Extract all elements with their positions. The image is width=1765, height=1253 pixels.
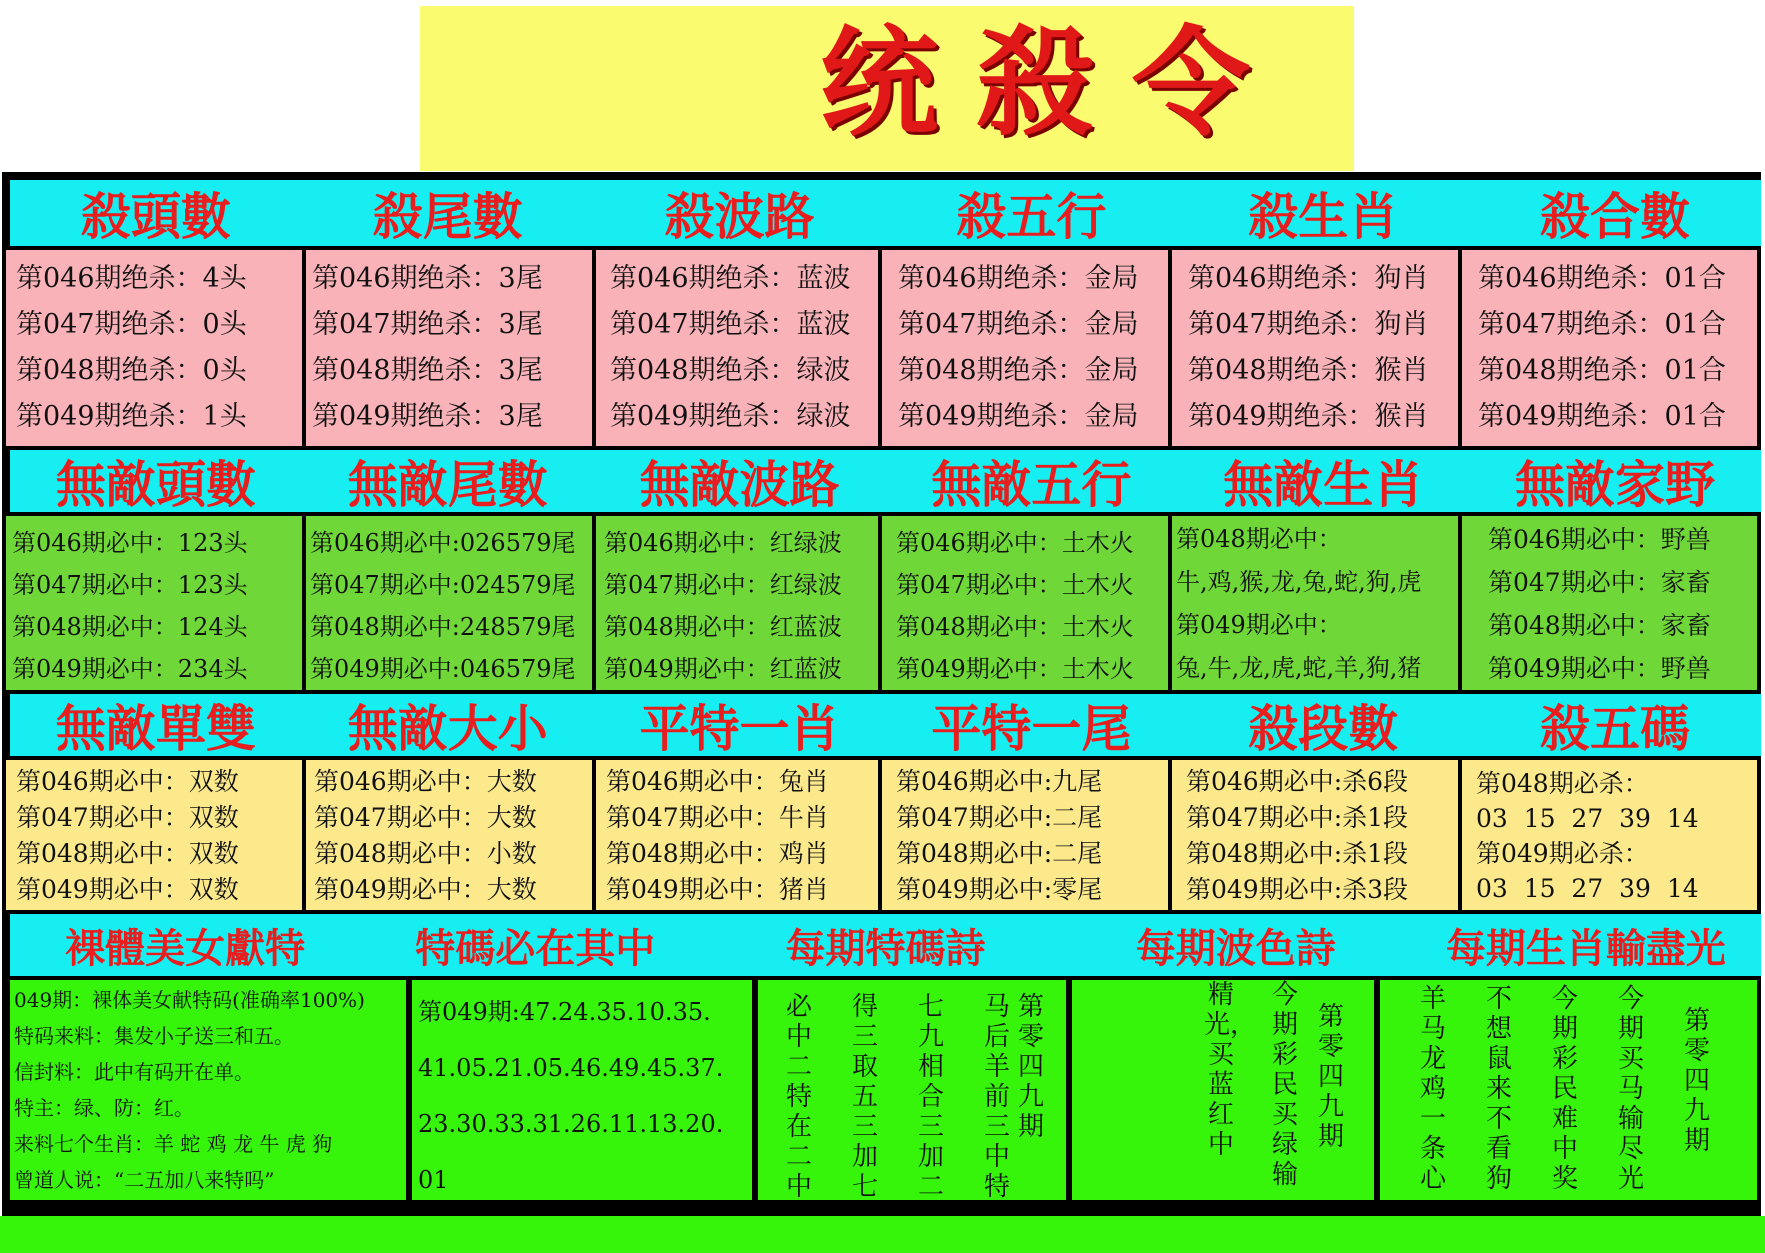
list-item: 23.30.33.31.26.11.13.20.: [418, 1110, 724, 1138]
list-item: 第049期必中：大数: [314, 875, 537, 904]
list-item: 第049期必中：野兽: [1488, 654, 1711, 683]
list-item: 第048期绝杀：0头: [16, 355, 247, 386]
list-item: 第046期绝杀：01合: [1478, 263, 1726, 294]
list-item: 第047期必中：红绿波: [604, 571, 842, 599]
kill-sum-cell: [1462, 250, 1757, 446]
list-item: 第046期必中：双数: [16, 767, 239, 796]
header-kill-element: 殺五行: [956, 187, 1107, 246]
list-item: 第047期绝杀：金局: [898, 309, 1139, 340]
list-item: 第047期必中：大数: [314, 803, 537, 832]
list-item: 第047期必中：双数: [16, 803, 239, 832]
odd-even-cell: [6, 760, 302, 910]
flat-tail-cell: [882, 760, 1168, 910]
poem-title: 第零四九期: [1017, 992, 1044, 1142]
list-item: 049期：裸体美女献特码(准确率100%): [14, 988, 365, 1012]
header-beauty-special: 裸體美女獻特: [65, 924, 306, 972]
list-item: 第048期必中：家畜: [1488, 611, 1711, 640]
header-invincible-element: 無敵五行: [931, 455, 1132, 514]
header-invincible-zodiac: 無敵生肖: [1223, 455, 1424, 514]
list-item: 第047期绝杀：蓝波: [610, 309, 851, 340]
list-item: 第048期绝杀：金局: [898, 355, 1139, 386]
list-item: 第046期绝杀：4头: [16, 263, 247, 294]
list-item: 第049期必中:046579尾: [310, 655, 576, 683]
color-poem-cell: [1072, 980, 1374, 1200]
list-item: 第047期绝杀：狗肖: [1188, 309, 1429, 340]
header-kill-tail: 殺尾數: [372, 187, 523, 246]
list-item: 01: [418, 1166, 449, 1194]
header-big-small: 無敵大小: [347, 699, 548, 758]
list-item: 第049期必中：红蓝波: [604, 655, 842, 683]
list-item: 第048期必中:二尾: [896, 839, 1103, 868]
list-item: 第049期绝杀：猴肖: [1188, 401, 1429, 432]
beauty-special-cell: [10, 980, 406, 1200]
list-item: 第046期必中:杀6段: [1186, 767, 1409, 796]
poem-line: 今期彩民买绿输: [1271, 980, 1298, 1190]
list-item: 第049期绝杀：3尾: [312, 401, 543, 432]
list-item: 第046期绝杀：金局: [898, 263, 1139, 294]
kill-element-cell: [882, 250, 1168, 446]
kill-head-cell: [6, 250, 302, 446]
header-kill-sum: 殺合數: [1540, 187, 1691, 246]
list-item: 第048期绝杀：01合: [1478, 355, 1726, 386]
list-item: 第046期必中：土木火: [896, 529, 1134, 557]
list-item: 第049期必中:杀3段: [1186, 875, 1409, 904]
list-item: 信封料：此中有码开在单。: [14, 1060, 254, 1084]
list-item: 特码来料：集发小子送三和五。: [14, 1024, 294, 1048]
poem-line: 今期彩民难中奖: [1551, 984, 1578, 1194]
lottery-board: [2, 172, 1761, 1250]
list-item: 第049期必杀：: [1476, 839, 1649, 868]
list-item: 第047期绝杀：01合: [1478, 309, 1726, 340]
list-item: 第046期必中：红绿波: [604, 529, 842, 557]
code-poem-cell: [758, 980, 1066, 1200]
list-item: 第049期必中：双数: [16, 875, 239, 904]
special-code-cell: [412, 980, 752, 1200]
list-item: 第048期必中：小数: [314, 839, 537, 868]
kill-tail-cell: [306, 250, 592, 446]
poem-title: 第零四九期: [1683, 1006, 1710, 1156]
list-item: 第047期必中：牛肖: [606, 803, 829, 832]
list-item: 第049期必中：猪肖: [606, 875, 829, 904]
kill-zodiac-cell: [1172, 250, 1458, 446]
list-item: 第047期必中:杀1段: [1186, 803, 1409, 832]
list-item: 第049期:47.24.35.10.35.: [418, 998, 711, 1026]
list-item: 第048期必杀：: [1476, 769, 1649, 798]
list-item: 第049期绝杀：绿波: [610, 401, 851, 432]
poem-title: 第零四九期: [1317, 1002, 1344, 1152]
list-item: 第048期必中:杀1段: [1186, 839, 1409, 868]
invincible-wave-cell: [596, 516, 878, 690]
code-numbers: 03 15 27 39 14: [1476, 874, 1699, 903]
header-flat-tail: 平特一尾: [931, 699, 1132, 758]
code-numbers: 03 15 27 39 14: [1476, 804, 1699, 833]
list-item: 第047期绝杀：3尾: [312, 309, 543, 340]
list-item: 第046期绝杀：蓝波: [610, 263, 851, 294]
list-item: 第048期必中：双数: [16, 839, 239, 868]
invincible-header-row: [10, 450, 1761, 512]
page-title: 统殺令: [820, 13, 1289, 152]
header-kill-segment: 殺段數: [1248, 699, 1399, 758]
big-small-cell: [306, 760, 592, 910]
list-item: 第048期必中：土木火: [896, 613, 1134, 641]
list-item: 第048期必中：: [1176, 525, 1342, 553]
poem-line: 羊马龙鸡一条心: [1419, 984, 1446, 1194]
header-kill-five-codes: 殺五碼: [1540, 699, 1691, 758]
header-special-code: 特碼必在其中: [415, 924, 656, 972]
list-item: 第048期绝杀：绿波: [610, 355, 851, 386]
poem-line: 七九相合三加二: [917, 992, 944, 1200]
invincible-element-cell: [882, 516, 1168, 690]
list-item: 第049期必中：土木火: [896, 655, 1134, 683]
list-item: 第048期必中：鸡肖: [606, 839, 829, 868]
kill-segment-cell: [1172, 760, 1458, 910]
list-item: 第048期绝杀：猴肖: [1188, 355, 1429, 386]
list-item: 第047期必中：土木火: [896, 571, 1134, 599]
invincible-tail-cell: [306, 516, 592, 690]
list-item: 兔,牛,龙,虎,蛇,羊,狗,猪: [1176, 654, 1422, 682]
list-item: 第047期绝杀：0头: [16, 309, 247, 340]
poem-line: 必中二特在二中: [785, 992, 812, 1200]
invincible-head-cell: [6, 516, 302, 690]
list-item: 第049期绝杀：金局: [898, 401, 1139, 432]
poem-line: 得三取五三加七: [851, 992, 878, 1200]
invincible-zodiac-cell: [1172, 516, 1458, 690]
list-item: 第046期必中：123头: [12, 529, 248, 557]
list-item: 第048期必中:248579尾: [310, 613, 576, 641]
list-item: 来料七个生肖：羊 蛇 鸡 龙 牛 虎 狗: [14, 1132, 333, 1156]
list-item: 第046期必中：大数: [314, 767, 537, 796]
list-item: 第047期必中:024579尾: [310, 571, 576, 599]
list-item: 牛,鸡,猴,龙,兔,蛇,狗,虎: [1176, 568, 1422, 596]
list-item: 第049期必中：234头: [12, 655, 248, 683]
kill-five-codes-cell: [1462, 760, 1757, 910]
list-item: 第048期必中：红蓝波: [604, 613, 842, 641]
list-item: 第049期绝杀：1头: [16, 401, 247, 432]
list-item: 第048期绝杀：3尾: [312, 355, 543, 386]
special-header-row: [10, 694, 1761, 756]
zodiac-poem-cell: [1380, 980, 1757, 1200]
list-item: 曾道人说：“二五加八来特吗”: [14, 1168, 275, 1192]
list-item: 41.05.21.05.46.49.45.37.: [418, 1054, 724, 1082]
poem-line: 今期买马输尽光: [1617, 984, 1644, 1194]
list-item: 第047期必中:二尾: [896, 803, 1103, 832]
list-item: 第049期必中:零尾: [896, 875, 1103, 904]
header-zodiac-poem: 每期生肖輸盡光: [1445, 924, 1726, 972]
header-invincible-tail: 無敵尾數: [347, 455, 548, 514]
footer-bar: [0, 1216, 1765, 1253]
list-item: 第046期必中：野兽: [1488, 525, 1711, 554]
header-code-poem: 每期特碼詩: [785, 924, 986, 972]
header-kill-head: 殺頭數: [80, 187, 231, 246]
kill-wave-cell: [596, 250, 878, 446]
list-item: 第048期必中：124头: [12, 613, 248, 641]
header-kill-wave: 殺波路: [664, 187, 815, 246]
invincible-domestic-wild-cell: [1462, 516, 1757, 690]
list-item: 第046期必中:九尾: [896, 767, 1103, 796]
list-item: 第046期绝杀：狗肖: [1188, 263, 1429, 294]
poem-line: 马后羊前三中特: [983, 992, 1010, 1200]
header-invincible-wave: 無敵波路: [639, 455, 840, 514]
list-item: 第046期绝杀：3尾: [312, 263, 543, 294]
list-item: 第047期必中：123头: [12, 571, 248, 599]
header-invincible-head: 無敵頭數: [55, 455, 256, 514]
list-item: 第046期必中:026579尾: [310, 529, 576, 557]
poem-line: 精光，买蓝红中: [1204, 980, 1257, 1160]
flat-zodiac-cell: [596, 760, 878, 910]
list-item: 第047期必中：家畜: [1488, 568, 1711, 597]
list-item: 特主：绿、防：红。: [14, 1096, 194, 1120]
header-odd-even: 無敵單雙: [55, 699, 256, 758]
header-invincible-domestic-wild: 無敵家野: [1515, 455, 1716, 514]
poem-line: 不想鼠来不看狗: [1485, 984, 1512, 1194]
header-flat-zodiac: 平特一肖: [639, 699, 840, 758]
list-item: 第049期必中：: [1176, 611, 1342, 639]
header-kill-zodiac: 殺生肖: [1248, 187, 1399, 246]
kill-header-row: [10, 180, 1761, 246]
list-item: 第046期必中：兔肖: [606, 767, 829, 796]
list-item: 第049期绝杀：01合: [1478, 401, 1726, 432]
poem-header-row: [10, 914, 1761, 976]
header-color-poem: 每期波色詩: [1135, 924, 1336, 972]
